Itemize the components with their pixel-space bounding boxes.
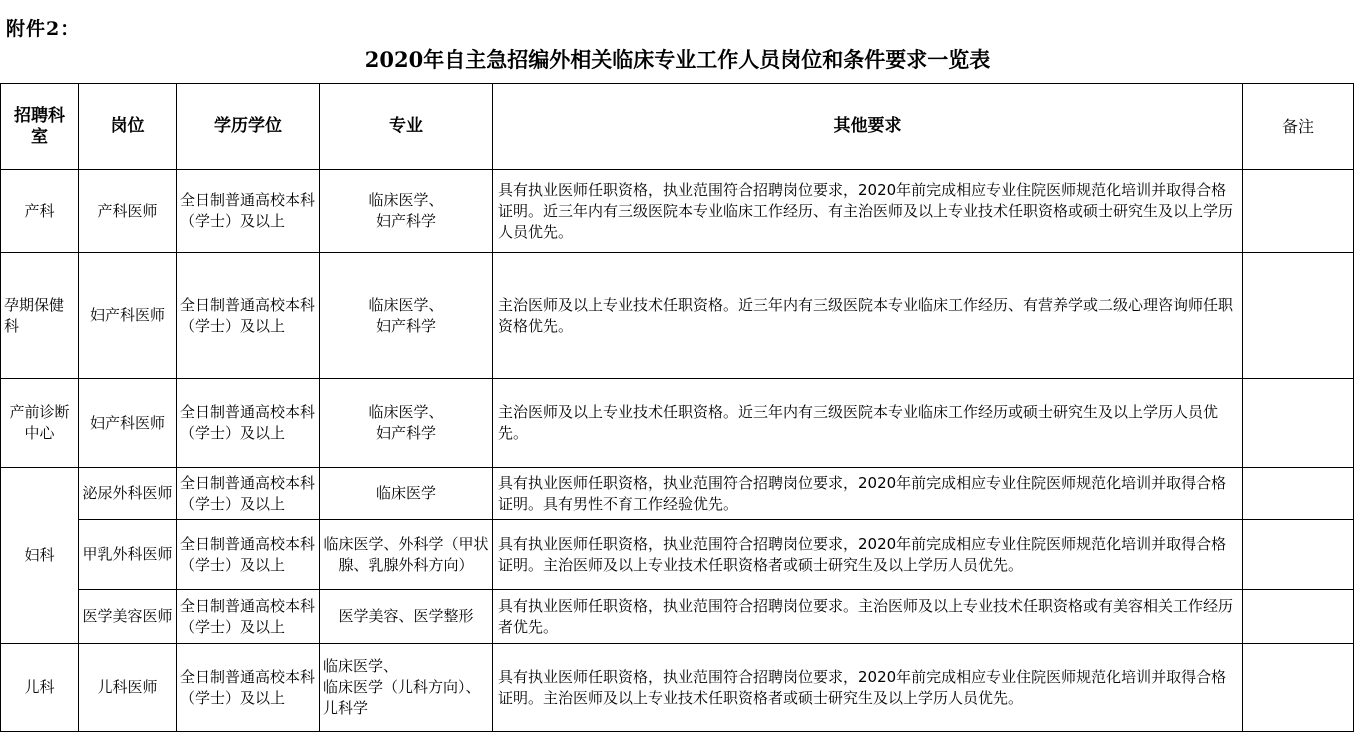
position-cell: 妇产科医师 xyxy=(79,379,177,468)
notes-cell xyxy=(1243,170,1354,253)
requirements-cell: 具有执业医师任职资格，执业范围符合招聘岗位要求，2020年前完成相应专业住院医师规范化培训并取得合格证明。主治医师及以上专业技术任职资格者或硕士研究生及以上学历人员优先。 xyxy=(493,644,1243,732)
major-cell: 临床医学 xyxy=(320,468,493,520)
table-row xyxy=(1,590,1354,644)
position-cell: 甲乳外科医师 xyxy=(79,520,177,590)
dept-cell: 产科 xyxy=(1,170,79,253)
attachment-label: 附件2： xyxy=(6,18,81,40)
education-cell: 全日制普通高校本科（学士）及以上 xyxy=(177,468,320,520)
table-row xyxy=(1,253,1354,379)
table-row xyxy=(1,170,1354,253)
position-cell: 医学美容医师 xyxy=(79,590,177,644)
positions-table xyxy=(0,83,1354,732)
education-cell: 全日制普通高校本科（学士）及以上 xyxy=(177,379,320,468)
page-title: 2020年自主急招编外相关临床专业工作人员岗位和条件要求一览表 xyxy=(364,47,991,72)
requirements-cell: 主治医师及以上专业技术任职资格。近三年内有三级医院本专业临床工作经历、有营养学或二级心理咨询师任职资格优先。 xyxy=(493,253,1243,379)
major-cell: 临床医学、 妇产科学 xyxy=(320,379,493,468)
table-row xyxy=(1,644,1354,732)
header-requirements: 其他要求 xyxy=(493,84,1243,170)
notes-cell xyxy=(1243,644,1354,732)
table-row xyxy=(1,468,1354,520)
dept-cell: 孕期保健科 xyxy=(1,253,79,379)
requirements-cell: 具有执业医师任职资格，执业范围符合招聘岗位要求。主治医师及以上专业技术任职资格或有美容相关工作经历者优先。 xyxy=(493,590,1243,644)
table-row xyxy=(1,520,1354,590)
education-cell: 全日制普通高校本科（学士）及以上 xyxy=(177,170,320,253)
requirements-cell: 具有执业医师任职资格，执业范围符合招聘岗位要求，2020年前完成相应专业住院医师规范化培训并取得合格证明。具有男性不育工作经验优先。 xyxy=(493,468,1243,520)
education-cell: 全日制普通高校本科（学士）及以上 xyxy=(177,590,320,644)
major-cell: 临床医学、外科学（甲状腺、乳腺外科方向） xyxy=(320,520,493,590)
requirements-cell: 具有执业医师任职资格，执业范围符合招聘岗位要求，2020年前完成相应专业住院医师规范化培训并取得合格证明。主治医师及以上专业技术任职资格者或硕士研究生及以上学历人员优先。 xyxy=(493,520,1243,590)
header-notes: 备注 xyxy=(1243,84,1354,170)
notes-cell xyxy=(1243,379,1354,468)
requirements-cell: 具有执业医师任职资格，执业范围符合招聘岗位要求，2020年前完成相应专业住院医师规范化培训并取得合格证明。近三年内有三级医院本专业临床工作经历、有主治医师及以上专业技术任职资格或硕士研究生及以上学历人员优先。 xyxy=(493,170,1243,253)
position-cell: 妇产科医师 xyxy=(79,253,177,379)
header-education: 学历学位 xyxy=(177,84,320,170)
position-cell: 泌尿外科医师 xyxy=(79,468,177,520)
notes-cell xyxy=(1243,468,1354,520)
education-cell: 全日制普通高校本科（学士）及以上 xyxy=(177,644,320,732)
dept-cell: 妇科 xyxy=(1,468,79,644)
major-cell: 临床医学、 妇产科学 xyxy=(320,170,493,253)
requirements-cell: 主治医师及以上专业技术任职资格。近三年内有三级医院本专业临床工作经历或硕士研究生及以上学历人员优先。 xyxy=(493,379,1243,468)
major-cell: 临床医学、 临床医学（儿科方向）、儿科学 xyxy=(320,644,493,732)
position-cell: 儿科医师 xyxy=(79,644,177,732)
table-row xyxy=(1,379,1354,468)
education-cell: 全日制普通高校本科（学士）及以上 xyxy=(177,520,320,590)
header-dept: 招聘科 室 xyxy=(1,84,79,170)
major-cell: 临床医学、 妇产科学 xyxy=(320,253,493,379)
dept-cell: 产前诊断中心 xyxy=(1,379,79,468)
dept-cell: 儿科 xyxy=(1,644,79,732)
header-position: 岗位 xyxy=(79,84,177,170)
notes-cell xyxy=(1243,253,1354,379)
header-row xyxy=(1,84,1354,170)
position-cell: 产科医师 xyxy=(79,170,177,253)
education-cell: 全日制普通高校本科（学士）及以上 xyxy=(177,253,320,379)
notes-cell xyxy=(1243,590,1354,644)
major-cell: 医学美容、医学整形 xyxy=(320,590,493,644)
notes-cell xyxy=(1243,520,1354,590)
header-major: 专业 xyxy=(320,84,493,170)
